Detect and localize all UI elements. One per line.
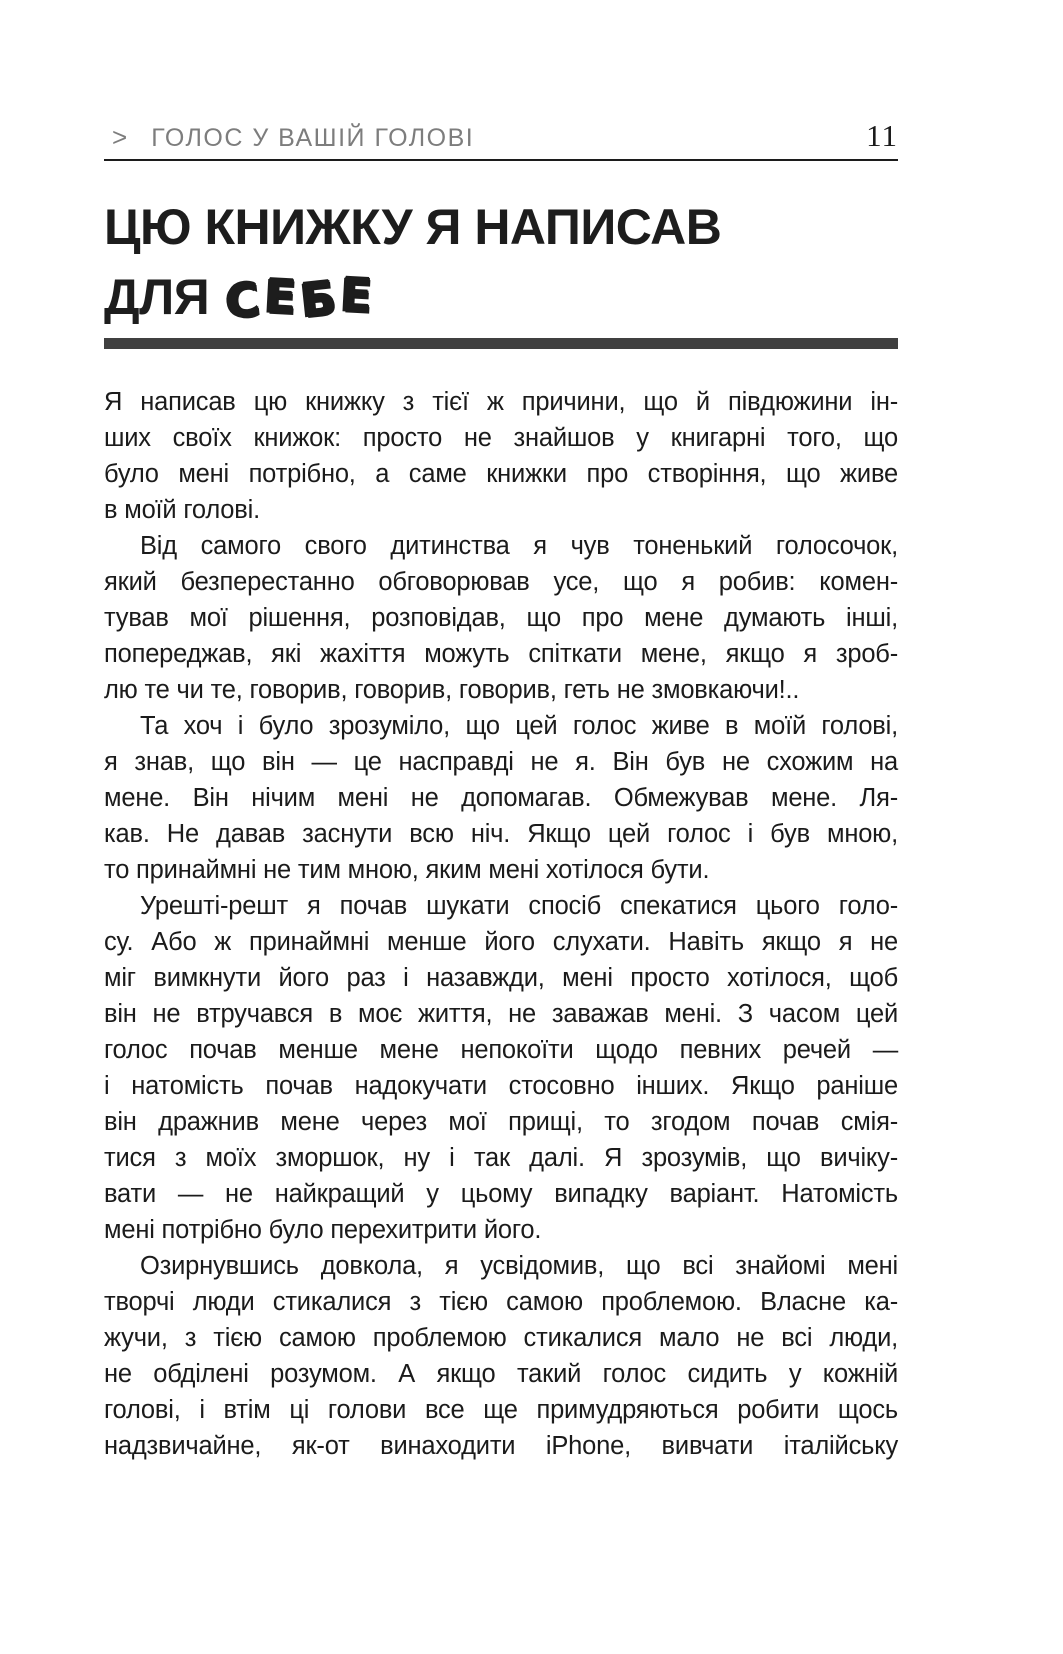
text-line: мені потрібно було перехитрити його. — [104, 1216, 542, 1244]
text-line: тував мої рішення, розповідав, що про мене думають інші, — [104, 604, 898, 632]
text-line: який безперестанно обговорював усе, що я робив: комен- — [104, 568, 898, 596]
text-line: лю те чи те, говорив, говорив, говорив, геть не змовкаючи!.. — [104, 676, 800, 704]
text-line: він не втручався в моє життя, не заважав мені. З часом цей — [104, 1000, 898, 1028]
text-line: Та хоч і було зрозуміло, що цей голос живе в моїй голові, — [140, 712, 898, 740]
text-line: Від самого свого дитинства я чув тоненький голосочок, — [140, 532, 898, 560]
header-marker: > — [112, 122, 128, 152]
text-line: вати — не найкращий у цьому випадку варіант. Натомість — [104, 1180, 898, 1208]
text-line: він дражнив мене через мої прищі, то згодом почав смія- — [104, 1108, 898, 1136]
text-line: творчі люди стикалися з тією самою проблемою. Власне ка- — [104, 1288, 898, 1316]
body-text — [104, 384, 898, 1464]
styled-letter: С — [222, 271, 267, 329]
text-line: я знав, що він — це насправді не я. Він був не схожим на — [104, 748, 898, 776]
text-line: кав. Не давав заснути всю ніч. Якщо цей голос і був мною, — [104, 820, 898, 848]
title-rule-bar — [104, 338, 898, 349]
text-line: було мені потрібно, а саме книжки про створіння, що живе — [104, 460, 898, 488]
text-line: Урешті-решт я почав шукати спосіб спекатися цього голо- — [140, 892, 898, 920]
chapter-title — [104, 192, 898, 333]
chapter-title-line2-plain: ДЛЯ — [104, 269, 210, 325]
page-number: 11 — [866, 118, 898, 153]
text-line: голос почав менше мене непокоїти щодо певних речей — — [104, 1036, 898, 1064]
text-line: то принаймні не тим мною, яким мені хотілося бути. — [104, 856, 710, 884]
running-header — [104, 118, 898, 154]
text-line: в моїй голові. — [104, 496, 260, 524]
chapter-title-line2 — [104, 262, 898, 333]
text-line: су. Або ж принаймні менше його слухати. Навіть якщо я не — [104, 928, 898, 956]
text-line: не обділені розумом. А якщо такий голос сидить у кожній — [104, 1360, 898, 1388]
header-rule — [104, 159, 898, 161]
text-line: голові, і втім ці голови все ще примудряються робити щось — [104, 1396, 898, 1424]
text-line: міг вимкнути його раз і назавжди, мені просто хотілося, щоб — [104, 964, 898, 992]
chapter-title-line1: ЦЮ КНИЖКУ Я НАПИСАВ — [104, 199, 722, 255]
styled-letter: Б — [297, 269, 344, 328]
text-line: тися з моїх зморшок, ну і так далі. Я зрозумів, що вичіку- — [104, 1144, 898, 1172]
title-styled-word — [222, 262, 379, 335]
text-line: попереджав, які жахіття можуть спіткати мене, якщо я зроб- — [104, 640, 898, 668]
styled-letter: Е — [262, 268, 302, 325]
text-line: і натомість почав надокучати стосовно інших. Якщо раніше — [104, 1072, 898, 1100]
text-line: ших своїх книжок: просто не знайшов у книгарні того, що — [104, 424, 898, 452]
running-title: ГОЛОС У ВАШІЙ ГОЛОВІ — [151, 124, 475, 152]
text-line: мене. Він нічим мені не допомагав. Обмежував мене. Ля- — [104, 784, 898, 812]
text-line: Я написав цю книжку з тієї ж причини, що й півдюжини ін- — [104, 388, 898, 416]
text-line: Озирнувшись довкола, я усвідомив, що всі знайомі мені — [140, 1252, 898, 1280]
styled-letter: Е — [339, 267, 379, 323]
text-line: надзвичайне, як-от винаходити iPhone, вивчати італійську — [104, 1432, 898, 1460]
text-line: жучи, з тією самою проблемою стикалися мало не всі люди, — [104, 1324, 898, 1352]
